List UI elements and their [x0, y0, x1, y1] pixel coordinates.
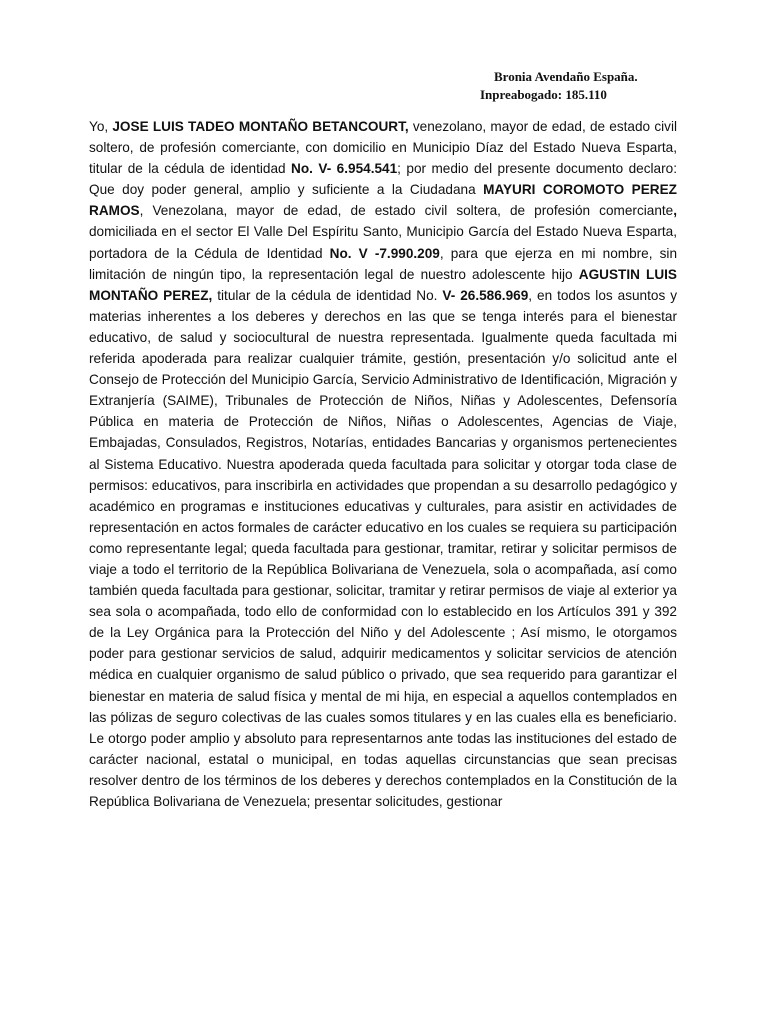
minor-name: AGUSTIN LUIS MONTAÑO PEREZ,	[89, 266, 678, 303]
text-segment: venezolano, mayor de edad, de estado civil soltero, de profesión comerciante, con domicilio en Municipio Díaz del Estado Nueva Esparta, titular de la cédula de identidad	[89, 119, 677, 177]
text-segment: domiciliada en el sector El Valle Del Espíritu Santo, Municipio García del Estado Nueva Esparta, portadora de la Cédula de Identidad	[89, 224, 677, 261]
attorney-in-fact-id: No. V -7.990.209	[329, 245, 440, 261]
power-of-attorney-text	[89, 116, 677, 812]
text-segment: ; por medio del presente documento declaro: Que doy poder general, amplio y suficiente a la Ciudadana	[89, 161, 677, 198]
text-segment: Yo,	[89, 119, 113, 134]
attorney-in-fact-name: MAYURI COROMOTO PEREZ RAMOS	[89, 182, 677, 219]
grantor-name: JOSE LUIS TADEO MONTAÑO BETANCOURT,	[112, 119, 409, 134]
bold-comma: ,	[673, 203, 677, 219]
attorney-name: Bronia Avendaño España.	[494, 69, 638, 84]
grantor-id: No. V- 6.954.541	[291, 161, 398, 177]
attorney-header	[470, 68, 730, 104]
text-segment: titular de la cédula de identidad No.	[212, 287, 443, 303]
text-segment: , para que ejerza en mi nombre, sin limitación de ningún tipo, la representación legal de nuestro adolescente hijo	[89, 245, 677, 282]
text-segment: , Venezolana, mayor de edad, de estado civil soltera, de profesión comerciante	[139, 203, 674, 219]
minor-id: V- 26.586.969	[442, 287, 529, 303]
inpreabogado-number: Inpreabogado: 185.110	[480, 87, 607, 102]
text-segment: , en todos los asuntos y materias inherentes a los deberes y derechos en las que se tenga interés para el bienestar educativo, de salud y sociocultural de nuestra representada. Igualmente queda facultada mi referida apoderada para realizar cualquier trámite, gestión, presentación y/o solicitud ante el Consejo de Protección del Municipio García, Servicio Administrativo de Identificación, Migración y Extranjería (SAIME), Tribunales de Protección de Niños, Niñas y Adolescentes, Defensoría Pública en materia de Protección de Niños, Niñas o Adolescentes, Agencias de Viaje, Embajadas, Consulados, Registros, Notarías, entidades Bancarias y organismos pertenecientes al Sistema Educativo. Nuestra apoderada queda facultada para solicitar y otorgar toda clase de permisos: educativos, para inscribirla en actividades que propendan a su desarrollo pedagógico y académico en programas e instituciones educativas y culturales, para asistir en actividades de representación en actos formales de carácter educativo en los cuales se requiera su participación como representante legal; queda facultada para gestionar, tramitar, retirar y solicitar permisos de viaje a todo el territorio de la República Bolivariana de Venezuela, sola o acompañada, así como también queda facultada para gestionar, solicitar, tramitar y retirar permisos de viaje al exterior ya sea sola o acompañada, todo ello de conformidad con lo establecido en los Artículos 391 y 392 de la Ley Orgánica para la Protección del Niño y del Adolescente ; Así mismo, le otorgamos poder para gestionar servicios de salud, adquirir medicamentos y solicitar servicios de atención médica en cualquier organismo de salud público o privado, que sea requerido para garantizar el bienestar en materia de salud física y mental de mi hija, en especial a aquellos contemplados en las pólizas de seguro colectivas de las cuales somos titulares y en las cuales ella es beneficiario. Le otorgo poder amplio y absoluto para representarnos ante todas las instituciones del estado de carácter nacional, estatal o municipal, en todas aquellas circunstancias que sean precisas resolver dentro de los términos de los deberes y derechos contemplados en la Constitución de la República Bolivariana de Venezuela; presentar solicitudes, gestionar	[89, 287, 678, 809]
